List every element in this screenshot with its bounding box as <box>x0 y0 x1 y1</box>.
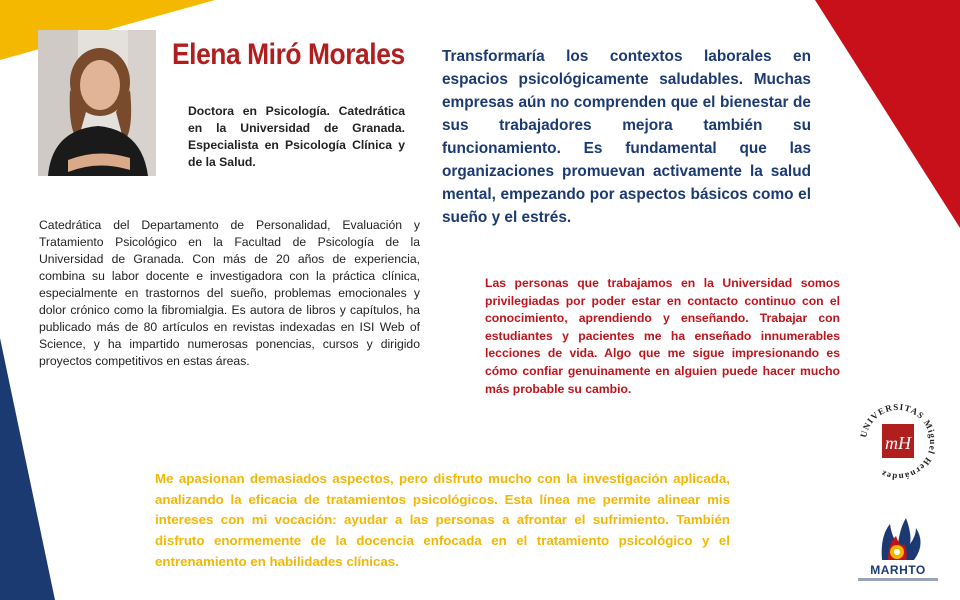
top-right-red-band <box>815 0 960 228</box>
marhto-wordmark: MARHTO <box>870 563 926 577</box>
quote-yellow: Me apasionan demasiados aspectos, pero disfruto mucho con la investigación aplicada, analizando la eficacia de tratamientos psicológicos. Esta línea me permite alinear mis intereses con mi vocación: ayudar a las personas a afrontar el sufrimiento. También disfruto enormemente de la docencia enfocada en el tratamiento psicológico y el entrenamiento en habilidades clínicas. <box>155 471 730 569</box>
person-credentials: Doctora en Psicología. Catedrática en la Universidad de Granada. Especialista en Psicología Clínica y de la Salud. <box>188 104 405 169</box>
portrait-photo <box>38 30 156 176</box>
left-navy-band <box>0 338 55 600</box>
person-name: Elena Miró Morales <box>172 38 405 71</box>
marhto-tagline-bar <box>858 578 938 581</box>
person-bio: Catedrática del Departamento de Personalidad, Evaluación y Tratamiento Psicológico en la Facultad de Psicología de la Universidad de Granada. Con más de 20 años de experiencia, combina su labor docente e investigadora con la práctica clínica, especialmente en trastornos del sueño, problemas emocionales y dolor crónico como la fibromialgia. Es autora de libros y capítulos, ha publicado más de 80 artículos en revistas indexadas en ISI Web of Science, y ha impartido numerosas ponencias, cursos y dirigido proyectos competitivos en estas áreas. <box>39 218 420 368</box>
umh-ring-text: UNIVERSITAS Miguel Hernández <box>858 401 939 483</box>
umh-monogram: mH <box>885 433 911 453</box>
quote-blue: Transformaría los contextos laborales en espacios psicológicamente saludables. Muchas empresas aún no comprenden que el bienestar de sus trabajadores mejora también su funcionamiento. Es fundamental que las organizaciones promuevan activamente la salud mental, empezando por aspectos básicos como el sueño y el estrés. <box>442 48 811 226</box>
umh-logo <box>856 400 940 484</box>
quote-red: Las personas que trabajamos en la Universidad somos privilegiadas por poder estar en contacto continuo con el conocimiento, aprendiendo y enseñando. Trabajar con estudiantes y pacientes me ha enseñado innumerables lecciones de vida. Algo que me sigue impresionando es cómo confiar genuinamente en alguien puede hacer mucho más probable su cambio. <box>485 276 840 396</box>
marhto-logo <box>854 514 940 594</box>
